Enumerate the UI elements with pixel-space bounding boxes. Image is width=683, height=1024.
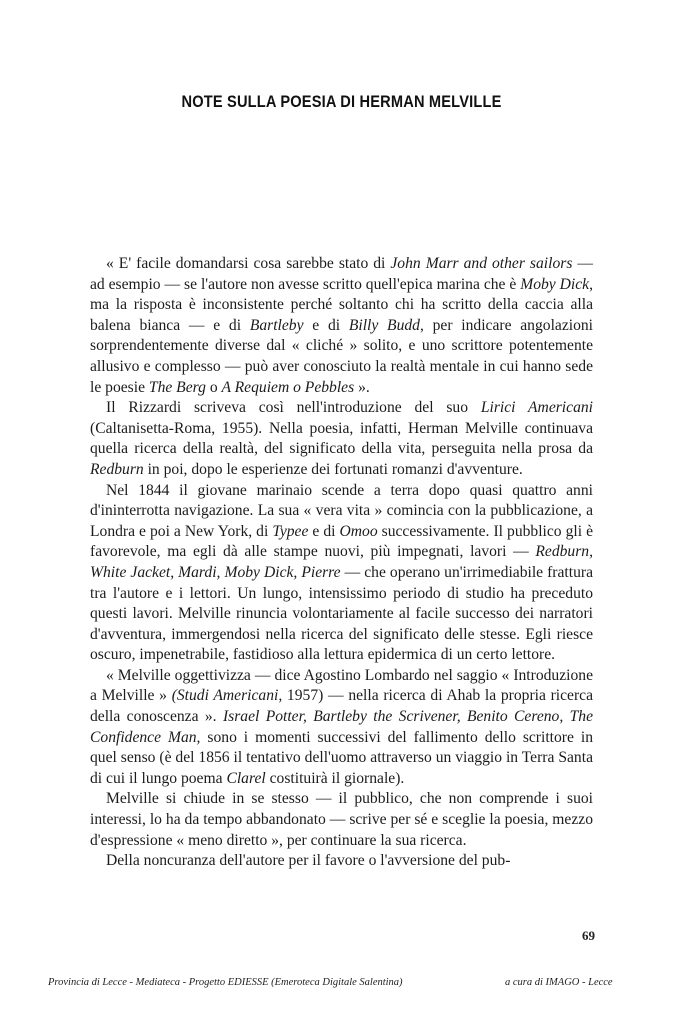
footer-credit-left: Provincia di Lecce - Mediateca - Progetto EDIESSE (Emeroteca Digitale Salentina) bbox=[48, 977, 403, 988]
body-paragraph bbox=[90, 666, 593, 790]
paragraph-text: ». bbox=[354, 378, 370, 396]
italic-title-text: Omoo bbox=[339, 522, 378, 540]
paragraph-text: Il Rizzardi scriveva così nell'introduzione del suo bbox=[106, 399, 481, 417]
paragraph-text: e di bbox=[303, 316, 349, 334]
italic-title-text: Redburn, White Jacket, Mardi, Moby Dick, Pierre bbox=[90, 543, 593, 581]
paragraph-text: « Melville oggettivizza — dice Agostino Lombardo nel saggio « Introduzione a Melville » bbox=[90, 666, 593, 705]
paragraph-text: in poi, dopo le esperienze dei fortunati romanzi d'avventure. bbox=[143, 460, 523, 478]
paragraph-text: Nel 1844 il giovane marinaio scende a terra dopo quasi quattro anni d'ininterrotta navigazione. La sua « vera vita » comincia con la pubblicazione, a Londra e poi a New York, di bbox=[90, 481, 593, 540]
paragraph-text: Della noncuranza dell'autore per il favore o l'avversione del pub- bbox=[106, 852, 511, 870]
article-body bbox=[90, 254, 593, 872]
italic-title-text: Moby Dick bbox=[520, 275, 590, 293]
paragraph-text: (Caltanisetta-Roma, 1955). Nella poesia, infatti, Herman Melville continuava quella ricerca della realtà, del significato della vita, perseguita nella prosa da bbox=[90, 419, 593, 458]
italic-title-text: Clarel bbox=[226, 769, 266, 787]
italic-title-text: Typee bbox=[272, 522, 309, 540]
italic-title-text: Lirici Americani bbox=[480, 399, 593, 417]
body-paragraph bbox=[90, 398, 593, 480]
italic-title-text: Israel Potter, Bartleby the Scrivener, Benito Cereno, The Confidence Man, bbox=[90, 708, 593, 746]
paragraph-text: costituirà il giornale). bbox=[265, 769, 405, 787]
paragraph-text: , ma la risposta è inconsistente perché soltanto chi ha scritto della caccia alla balena bianca — e di bbox=[90, 275, 593, 334]
italic-title-text: Redburn bbox=[90, 460, 144, 478]
italic-title-text: Bartleby bbox=[249, 316, 304, 334]
paragraph-text: « E' facile domandarsi cosa sarebbe stato di bbox=[106, 255, 391, 272]
paragraph-text: successivamente. Il pubblico gli è favorevole, ma egli dà alle stampe nuovi, più impegnati, lavori — bbox=[90, 522, 594, 561]
paragraph-text: , per indicare angolazioni sorprendentemente diverse dal « cliché » solito, e uno scrittore potentemente allusivo e complesso — può aver conosciuto la realtà mentale in cui hanno sede le poesie bbox=[90, 316, 594, 396]
italic-title-text: Billy Budd bbox=[348, 316, 420, 334]
body-paragraph bbox=[90, 851, 593, 872]
italic-title-text: A Requiem o Pebbles bbox=[221, 378, 355, 396]
article-title: NOTE SULLA POESIA DI HERMAN MELVILLE bbox=[181, 92, 502, 111]
paragraph-text: 1957) — nella ricerca di Ahab la propria ricerca della conoscenza ». bbox=[90, 687, 593, 726]
body-paragraph bbox=[90, 481, 593, 666]
page-number: 69 bbox=[582, 928, 595, 943]
paragraph-text: sono i momenti successivi del fallimento dello scrittore in quel senso (è del 1856 il tentativo dell'uomo attraverso un viaggio in Terra Santa di cui il lungo poema bbox=[90, 728, 593, 787]
italic-title-text: (Studi Americani, bbox=[171, 687, 283, 705]
paragraph-text: Melville si chiude in se stesso — il pubblico, che non comprende i suoi interessi, lo ha da tempo abbandonato — scrive per sé e sceglie la poesia, mezzo d'espressione « meno diretto », per continuare la sua ricerca. bbox=[90, 790, 593, 849]
paragraph-text: — che operano un'irrimediabile frattura tra l'autore e i lettori. Un lungo, intensissimo periodo di studio ha preceduto questi lavori. Melville rinuncia volontariamente al facile successo dei narratori d'avventura, immergendosi nella ricerca del significato delle stesse. Egli riesce oscuro, impenetrabile, fastidioso alla lettura epidermica di un certo lettore. bbox=[90, 563, 593, 664]
body-paragraph bbox=[90, 254, 593, 398]
paragraph-text: o bbox=[205, 378, 222, 396]
italic-title-text: The Berg bbox=[148, 378, 206, 396]
italic-title-text: John Marr and other sailors bbox=[390, 255, 573, 272]
body-paragraph bbox=[90, 789, 593, 851]
paragraph-text: — ad esempio — se l'autore non avesse scritto quell'epica marina che è bbox=[90, 255, 593, 293]
footer-credit-right: a cura di IMAGO - Lecce bbox=[505, 977, 613, 988]
paragraph-text: e di bbox=[308, 522, 340, 540]
